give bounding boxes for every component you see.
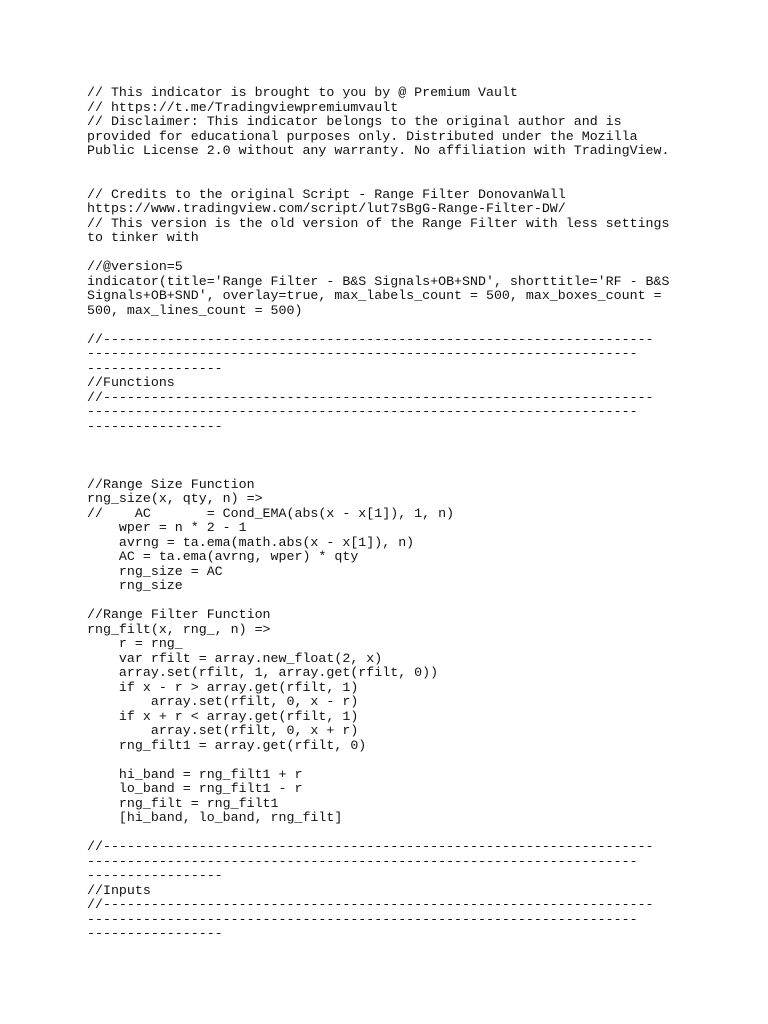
code-line: hi_band = rng_filt1 + r	[87, 766, 303, 782]
code-line	[87, 594, 687, 609]
code-line: -----------------	[87, 926, 223, 941]
code-line: //---------------------------------------------------------------------	[87, 389, 654, 405]
code-line: //Range Size Function	[87, 476, 255, 492]
code-line: r = rng_	[87, 636, 183, 651]
code-line	[87, 463, 687, 478]
code-line: rng_filt = rng_filt1	[87, 795, 279, 811]
code-line: // This indicator is brought to you by @ Premium Vault	[87, 85, 518, 100]
code-line: //Inputs	[87, 882, 151, 898]
code-line	[87, 173, 687, 188]
code-line: Signals+OB+SND', overlay=true, max_labels_count = 500, max_boxes_count =	[87, 288, 662, 303]
code-line: -----------------	[87, 360, 223, 376]
code-line: AC = ta.ema(avrng, wper) * qty	[87, 549, 359, 564]
code-line: //---------------------------------------------------------------------	[87, 839, 654, 854]
code-line: array.set(rfilt, 1, array.get(rfilt, 0))	[87, 665, 439, 680]
code-line	[87, 753, 687, 768]
code-line: avrng = ta.ema(math.abs(x - x[1]), n)	[87, 534, 415, 550]
code-line: if x + r < array.get(rfilt, 1)	[87, 708, 359, 724]
code-line: array.set(rfilt, 0, x + r)	[87, 723, 359, 738]
code-line: provided for educational purposes only. Distributed under the Mozilla	[87, 128, 638, 144]
code-line: //@version=5	[87, 259, 183, 274]
code-line: rng_filt(x, rng_, n) =>	[87, 621, 271, 637]
code-line: if x - r > array.get(rfilt, 1)	[87, 679, 359, 695]
code-line	[87, 826, 687, 841]
code-line	[87, 318, 687, 333]
code-line: // This version is the old version of the Range Filter with less settings	[87, 215, 670, 231]
code-line: //---------------------------------------------------------------------	[87, 331, 654, 347]
code-line	[87, 449, 687, 464]
code-line: array.set(rfilt, 0, x - r)	[87, 694, 359, 709]
code-line: [hi_band, lo_band, rng_filt]	[87, 810, 343, 825]
code-line: rng_filt1 = array.get(rfilt, 0)	[87, 737, 367, 753]
code-line: // Credits to the original Script - Range Filter DonovanWall	[87, 186, 566, 202]
code-line: lo_band = rng_filt1 - r	[87, 781, 303, 796]
code-line: // https://t.me/Tradingviewpremiumvault	[87, 99, 399, 115]
code-line: to tinker with	[87, 230, 199, 245]
code-line	[87, 434, 687, 449]
code-text-block	[87, 86, 687, 942]
code-line: //Range Filter Function	[87, 607, 271, 622]
code-line: wper = n * 2 - 1	[87, 520, 247, 535]
code-line: ---------------------------------------------------------------------	[87, 346, 638, 361]
code-line: https://www.tradingview.com/script/lut7sBgG-Range-Filter-DW/	[87, 201, 566, 216]
code-line: // AC = Cond_EMA(abs(x - x[1]), 1, n)	[87, 505, 455, 521]
code-line	[87, 159, 687, 174]
code-line: var rfilt = array.new_float(2, x)	[87, 650, 383, 666]
code-line: ---------------------------------------------------------------------	[87, 911, 638, 927]
code-line: 500, max_lines_count = 500)	[87, 302, 303, 318]
code-line: rng_size	[87, 578, 183, 593]
code-line: indicator(title='Range Filter - B&S Signals+OB+SND', shorttitle='RF - B&S	[87, 273, 670, 289]
code-line: -----------------	[87, 868, 223, 883]
code-line: rng_size(x, qty, n) =>	[87, 491, 263, 506]
code-line: // Disclaimer: This indicator belongs to the original author and is	[87, 114, 622, 129]
code-line: //---------------------------------------------------------------------	[87, 897, 654, 912]
code-line: ---------------------------------------------------------------------	[87, 404, 638, 419]
code-line: ---------------------------------------------------------------------	[87, 853, 638, 869]
code-line: -----------------	[87, 418, 223, 434]
code-line	[87, 246, 687, 261]
code-line: //Functions	[87, 375, 175, 390]
code-line: Public License 2.0 without any warranty. No affiliation with TradingView.	[87, 143, 670, 158]
code-line: rng_size = AC	[87, 563, 223, 579]
